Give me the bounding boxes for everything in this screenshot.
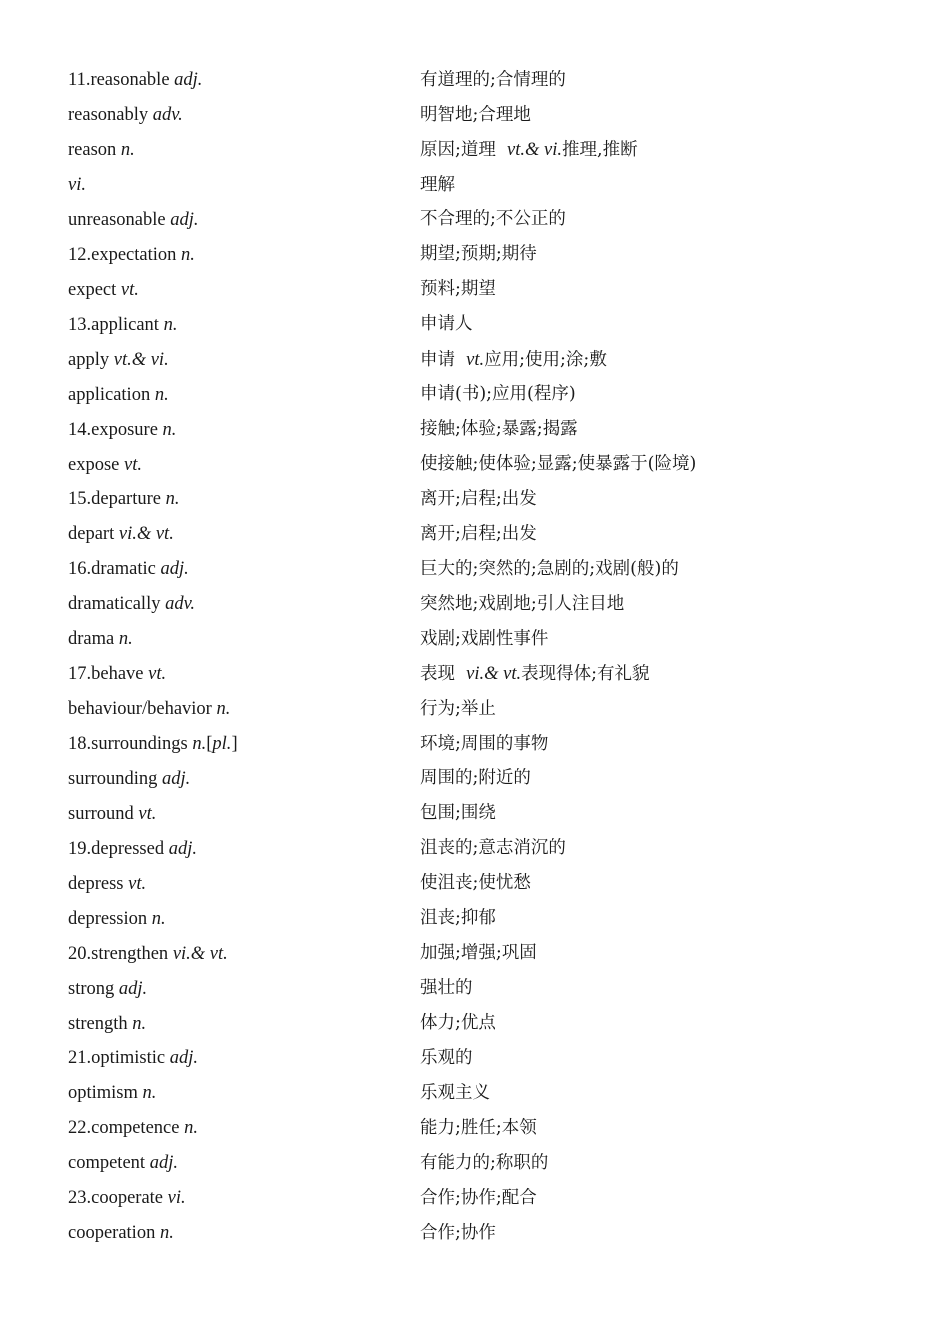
chinese-meaning: 乐观主义 xyxy=(420,1082,490,1103)
chinese-meaning: 预料;期望 xyxy=(420,279,496,300)
part-of-speech: vt. xyxy=(148,664,167,685)
word: cooperation xyxy=(68,1223,160,1244)
vocab-row xyxy=(68,971,888,1006)
chinese-meaning: 加强;增强;巩固 xyxy=(420,943,537,964)
chinese-meaning: 周围的;附近的 xyxy=(420,768,531,789)
chinese-meaning: 使接触;使体验;显露;使暴露于(险境) xyxy=(420,454,697,475)
vocab-row xyxy=(68,63,888,98)
part-of-speech: n. xyxy=(181,244,195,265)
word: 16.dramatic xyxy=(68,559,161,580)
word: behaviour/behavior xyxy=(68,699,217,720)
pos-suffix: [pl.] xyxy=(206,734,238,755)
vocab-row xyxy=(68,1006,888,1041)
vocab-row xyxy=(68,238,888,273)
part-of-speech: adj. xyxy=(169,1048,199,1069)
vocab-row xyxy=(68,657,888,692)
chinese-meaning: 不合理的;不公正的 xyxy=(420,209,566,230)
part-of-speech: n. xyxy=(120,140,135,161)
word: 14.exposure xyxy=(68,419,163,440)
chinese-meaning: 沮丧;抑郁 xyxy=(420,908,496,929)
english-term xyxy=(68,980,420,999)
english-term xyxy=(68,106,420,125)
part-of-speech: n. xyxy=(216,699,231,720)
word: strength xyxy=(68,1013,133,1034)
part-of-speech: vi.& vt. xyxy=(172,943,228,964)
word: application xyxy=(68,384,155,405)
word: expect xyxy=(68,279,121,300)
word: dramatically xyxy=(68,594,166,615)
chinese-meaning: 使沮丧;使忧愁 xyxy=(420,873,531,894)
part-of-speech: n. xyxy=(184,1118,198,1139)
word: 19.depressed xyxy=(68,838,169,859)
word: 21.optimistic xyxy=(68,1048,170,1069)
english-term xyxy=(68,316,420,335)
part-of-speech: n. xyxy=(163,314,178,335)
english-term xyxy=(68,560,420,579)
vocab-row xyxy=(68,203,888,238)
vocab-row xyxy=(68,902,888,937)
chinese-meaning: 有能力的;称职的 xyxy=(420,1152,549,1173)
word: depress xyxy=(68,873,129,894)
vocab-row xyxy=(68,867,888,902)
english-term xyxy=(68,945,420,964)
word: 13.applicant xyxy=(68,314,164,335)
vocab-row xyxy=(68,482,888,517)
chinese-meaning: 突然地;戏剧地;引人注目地 xyxy=(420,593,625,614)
chinese-meaning: 戏剧;戏剧性事件 xyxy=(420,628,549,649)
vocab-row xyxy=(68,168,888,203)
english-term xyxy=(68,630,420,649)
chinese-meaning: 体力;优点 xyxy=(420,1013,496,1034)
part-of-speech: vi. xyxy=(68,175,86,196)
chinese-meaning: 离开;启程;出发 xyxy=(420,523,537,544)
english-term xyxy=(68,1119,420,1138)
vocab-row xyxy=(68,587,888,622)
vocab-row xyxy=(68,517,888,552)
english-term xyxy=(68,421,420,440)
chinese-meaning: 理解 xyxy=(420,174,455,195)
vocabulary-list xyxy=(68,63,888,1251)
english-term xyxy=(68,456,420,475)
vocab-row xyxy=(68,1041,888,1076)
part-of-speech: vt.& vi. xyxy=(507,140,562,161)
chinese-meaning: 明智地;合理地 xyxy=(420,104,531,125)
part-of-speech: n. xyxy=(151,908,166,929)
chinese-meaning: 环境;周围的事物 xyxy=(420,733,549,754)
chinese-meaning: 接触;体验;暴露;揭露 xyxy=(420,419,578,440)
vocab-row xyxy=(68,447,888,482)
vocab-row xyxy=(68,622,888,657)
word: expose xyxy=(68,454,124,475)
vocab-row xyxy=(68,273,888,308)
vocab-row xyxy=(68,377,888,412)
chinese-meaning: 巨大的;突然的;急剧的;戏剧(般)的 xyxy=(420,558,679,579)
vocab-row xyxy=(68,133,888,168)
part-of-speech: vt. xyxy=(466,349,485,370)
vocab-row xyxy=(68,343,888,378)
word: 22.competence xyxy=(68,1118,185,1139)
english-term xyxy=(68,910,420,929)
word: optimism xyxy=(68,1083,143,1104)
english-term xyxy=(68,1224,420,1243)
word: unreasonable xyxy=(68,209,171,230)
word: 20.strengthen xyxy=(68,943,173,964)
part-of-speech: vt. xyxy=(138,803,157,824)
vocab-row xyxy=(68,832,888,867)
chinese-meaning: 行为;举止 xyxy=(420,698,496,719)
word: reasonably xyxy=(68,105,153,126)
word: apply xyxy=(68,349,114,370)
word: depression xyxy=(68,908,152,929)
english-term xyxy=(68,1084,420,1103)
word: strong xyxy=(68,978,119,999)
part-of-speech: n. xyxy=(132,1013,147,1034)
part-of-speech: n. xyxy=(154,384,169,405)
part-of-speech: n. xyxy=(162,419,177,440)
chinese-meaning: 能力;胜任;本领 xyxy=(420,1117,537,1138)
chinese-meaning: 合作;协作;配合 xyxy=(420,1187,537,1208)
part-of-speech: adj. xyxy=(174,70,203,91)
chinese-meaning: 申请(书);应用(程序) xyxy=(420,384,576,405)
word: 17.behave xyxy=(68,664,149,685)
chinese-meaning: 表现 vi.& vt.表现得体;有礼貌 xyxy=(420,664,650,685)
part-of-speech: adj. xyxy=(149,1153,178,1174)
chinese-meaning: 离开;启程;出发 xyxy=(420,488,537,509)
part-of-speech: adj. xyxy=(118,978,148,999)
chinese-meaning: 申请 vt.应用;使用;涂;敷 xyxy=(420,349,607,370)
part-of-speech: adj. xyxy=(168,838,197,859)
english-term xyxy=(68,525,420,544)
part-of-speech: vi. xyxy=(167,1188,186,1209)
chinese-meaning: 沮丧的;意志消沉的 xyxy=(420,838,566,859)
english-term xyxy=(68,490,420,509)
english-term xyxy=(68,665,420,684)
vocab-row xyxy=(68,1076,888,1111)
part-of-speech: vi.& vt. xyxy=(118,524,174,545)
english-term xyxy=(68,805,420,824)
english-term xyxy=(68,735,420,754)
english-term xyxy=(68,351,420,370)
word: 23.cooperate xyxy=(68,1188,168,1209)
vocab-row xyxy=(68,797,888,832)
vocab-row xyxy=(68,98,888,133)
word: surrounding xyxy=(68,768,163,789)
english-term xyxy=(68,840,420,859)
chinese-meaning: 期望;预期;期待 xyxy=(420,244,537,265)
chinese-meaning: 有道理的;合情理的 xyxy=(420,69,566,90)
vocab-row xyxy=(68,412,888,447)
english-term xyxy=(68,386,420,405)
part-of-speech: n. xyxy=(142,1083,157,1104)
part-of-speech: n. xyxy=(192,734,207,755)
vocab-row xyxy=(68,552,888,587)
vocab-row xyxy=(68,692,888,727)
part-of-speech: vt. xyxy=(128,873,147,894)
vocab-row xyxy=(68,727,888,762)
chinese-meaning: 申请人 xyxy=(420,314,473,335)
part-of-speech: n. xyxy=(159,1223,174,1244)
english-term xyxy=(68,1189,420,1208)
part-of-speech: adj. xyxy=(160,559,189,580)
part-of-speech: adv. xyxy=(165,594,196,615)
vocab-row xyxy=(68,1181,888,1216)
chinese-meaning: 原因;道理 vt.& vi.推理,推断 xyxy=(420,140,638,161)
part-of-speech: n. xyxy=(165,489,180,510)
english-term xyxy=(68,1049,420,1068)
chinese-meaning: 合作;协作 xyxy=(420,1222,496,1243)
part-of-speech: vt. xyxy=(124,454,142,475)
english-term xyxy=(68,246,420,265)
word: surround xyxy=(68,803,139,824)
english-term xyxy=(68,141,420,160)
english-term xyxy=(68,1154,420,1173)
vocab-row xyxy=(68,308,888,343)
word: competent xyxy=(68,1153,150,1174)
word: 18.surroundings xyxy=(68,734,193,755)
part-of-speech: vt. xyxy=(120,279,139,300)
vocab-row xyxy=(68,1146,888,1181)
part-of-speech: adv. xyxy=(152,105,183,126)
english-term xyxy=(68,281,420,300)
word: depart xyxy=(68,524,119,545)
english-term xyxy=(68,595,420,614)
english-term xyxy=(68,1015,420,1034)
english-term xyxy=(68,176,420,195)
word: 11.reasonable xyxy=(68,70,175,91)
chinese-meaning: 乐观的 xyxy=(420,1047,473,1068)
english-term xyxy=(68,875,420,894)
word: drama xyxy=(68,629,119,650)
part-of-speech: adj. xyxy=(170,209,199,230)
word: 12.expectation xyxy=(68,244,182,265)
chinese-meaning: 强壮的 xyxy=(420,978,473,999)
word: 15.departure xyxy=(68,489,166,510)
english-term xyxy=(68,71,420,90)
word: reason xyxy=(68,140,121,161)
part-of-speech: vt.& vi. xyxy=(113,349,169,370)
vocab-row xyxy=(68,762,888,797)
chinese-meaning: 包围;围绕 xyxy=(420,803,496,824)
vocab-row xyxy=(68,936,888,971)
english-term xyxy=(68,211,420,230)
vocab-row xyxy=(68,1111,888,1146)
part-of-speech: vi.& vt. xyxy=(466,664,522,685)
english-term xyxy=(68,700,420,719)
part-of-speech: adj. xyxy=(162,768,191,789)
part-of-speech: n. xyxy=(118,629,133,650)
english-term xyxy=(68,770,420,789)
vocab-row xyxy=(68,1216,888,1251)
